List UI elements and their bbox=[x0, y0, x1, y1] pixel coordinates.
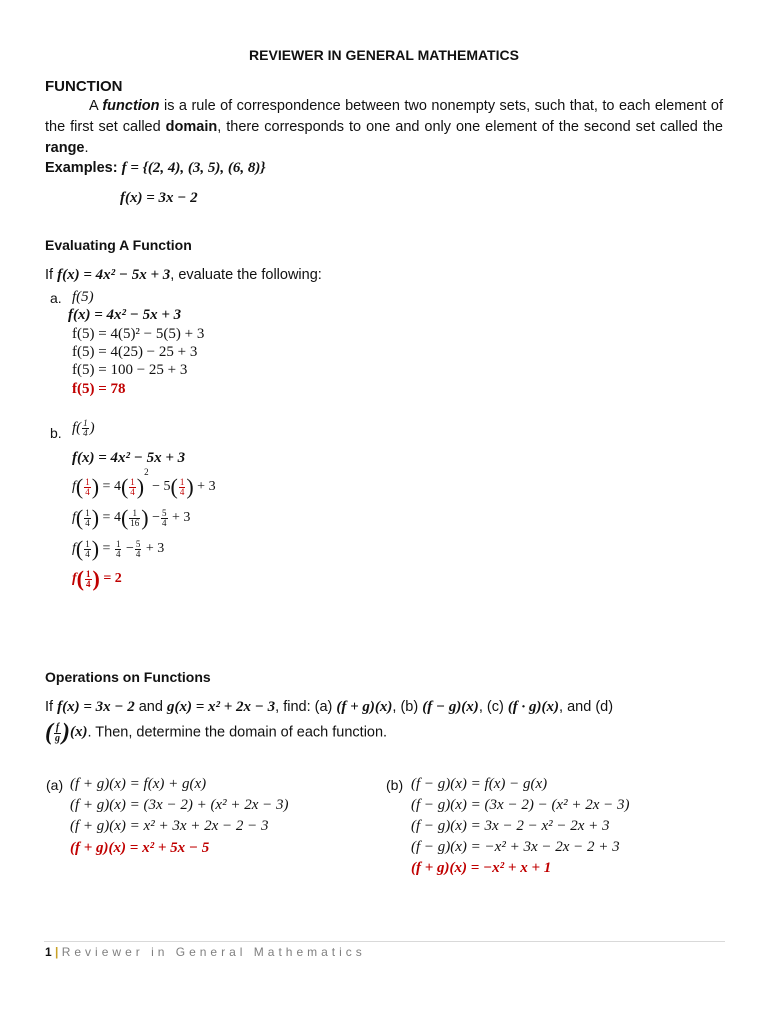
fraction-numerator: 1 bbox=[129, 509, 140, 519]
fraction-numerator: 1 bbox=[85, 507, 90, 518]
minus-sign: − bbox=[152, 510, 161, 526]
col-a-line: (f + g)(x) = (3x − 2) + (x² + 2x − 3) bbox=[70, 797, 289, 813]
function-symbol: f bbox=[72, 419, 77, 436]
equals-sign: = bbox=[102, 541, 111, 557]
fraction-numerator: 1 bbox=[86, 568, 91, 579]
definition-text: , there corresponds to one and only one element of the second set called the bbox=[217, 119, 723, 135]
function-definition-paragraph bbox=[45, 96, 723, 159]
footer-separator: | bbox=[51, 945, 62, 959]
examples-line bbox=[45, 159, 266, 177]
col-a-line: (f + g)(x) = f(x) + g(x) bbox=[70, 776, 207, 792]
fraction-one-sixteenth bbox=[129, 509, 140, 528]
fraction-numerator: 1 bbox=[130, 476, 135, 487]
section-heading-function: FUNCTION bbox=[45, 78, 123, 95]
intro-text: , (c) bbox=[478, 699, 508, 715]
term-domain: domain bbox=[165, 119, 218, 135]
col-b-line: (f − g)(x) = (3x − 2) − (x² + 2x − 3) bbox=[411, 797, 630, 813]
fraction-numerator: f bbox=[55, 721, 60, 733]
fraction-five-fourths bbox=[135, 540, 142, 559]
definition-text: A bbox=[89, 98, 103, 114]
fraction-one-fourth bbox=[85, 570, 92, 589]
footer-divider bbox=[44, 941, 725, 942]
col-b-line: (f − g)(x) = f(x) − g(x) bbox=[411, 776, 548, 792]
function-symbol: f bbox=[72, 541, 76, 557]
function-symbol: f bbox=[72, 571, 77, 587]
fraction-denominator: 4 bbox=[85, 486, 90, 497]
equals-sign: = bbox=[102, 510, 111, 526]
fraction-denominator: g bbox=[55, 732, 60, 744]
term: + 3 bbox=[145, 541, 165, 557]
part-b-step-simplify: f( $\frac{1}{4}$ ) = 4( $\frac{1}{16}$ ) − $\frac{5}{4}$ + 3 bbox=[72, 505, 191, 530]
coefficient: 4 bbox=[113, 510, 121, 526]
intro-text: , (b) bbox=[392, 699, 423, 715]
part-a-step: f(x) = 4x² − 5x + 3 bbox=[68, 307, 182, 323]
col-b-answer: (f + g)(x) = −x² + x + 1 bbox=[411, 860, 552, 876]
section-heading-operations: Operations on Functions bbox=[45, 669, 211, 685]
fraction-one-fourth bbox=[84, 540, 91, 559]
term-range: range bbox=[45, 140, 85, 156]
fraction-numerator: 5 bbox=[162, 507, 167, 518]
term: + 3 bbox=[172, 510, 191, 526]
fraction-denominator: 4 bbox=[85, 548, 90, 559]
definition-text: . bbox=[84, 140, 89, 156]
answer-value: = 2 bbox=[103, 571, 122, 587]
fraction-numerator: 1 bbox=[85, 476, 90, 487]
examples-label: Examples: bbox=[45, 160, 122, 176]
col-a-label: (a) bbox=[46, 777, 64, 793]
fraction-denominator: 4 bbox=[130, 486, 135, 497]
intro-text: If bbox=[45, 699, 58, 715]
fraction-denominator: 4 bbox=[115, 548, 121, 559]
example-formula: f(x) = 3x − 2 bbox=[120, 190, 198, 206]
document-title: REVIEWER IN GENERAL MATHEMATICS bbox=[249, 47, 519, 63]
fraction-denominator: 4 bbox=[86, 578, 91, 589]
fraction-denominator: 16 bbox=[130, 517, 140, 528]
example-set: f = {(2, 4), (3, 5), (6, 8)} bbox=[121, 160, 266, 176]
fraction-denominator: 4 bbox=[135, 548, 141, 559]
fraction-numerator: 1 bbox=[115, 538, 121, 549]
page-footer bbox=[45, 945, 366, 959]
fraction-denominator: 4 bbox=[85, 517, 90, 528]
operation-difference: (f − g)(x) bbox=[422, 699, 479, 715]
operations-intro-line2 bbox=[45, 722, 387, 744]
fraction-five-fourths bbox=[161, 509, 168, 528]
fraction-denominator: 4 bbox=[162, 517, 167, 528]
fraction-denominator: 4 bbox=[83, 428, 88, 438]
operations-intro-line1 bbox=[45, 699, 613, 716]
fraction-one-fourth bbox=[179, 478, 186, 497]
fraction-numerator: 1 bbox=[85, 538, 90, 549]
fraction-numerator: 1 bbox=[83, 418, 88, 428]
part-a-step: f(5) = 100 − 25 + 3 bbox=[72, 362, 188, 378]
function-g: g(x) = x² + 2x − 3 bbox=[166, 699, 276, 715]
quotient-argument: (x) bbox=[70, 724, 88, 741]
col-a-answer: (f + g)(x) = x² + 5x − 5 bbox=[70, 840, 210, 856]
term: − 5 bbox=[152, 479, 171, 495]
evaluating-intro bbox=[45, 267, 322, 284]
fraction-numerator: 5 bbox=[135, 538, 141, 549]
footer-text: Reviewer in General Mathematics bbox=[61, 945, 366, 959]
col-b-line: (f − g)(x) = −x² + 3x − 2x − 2 + 3 bbox=[411, 839, 620, 855]
fraction-denominator: 4 bbox=[179, 486, 185, 497]
coefficient: 4 bbox=[113, 479, 121, 495]
part-b-problem: f( $\frac{1}{4}$ ) bbox=[72, 418, 95, 438]
intro-text: . Then, determine the domain of each function. bbox=[87, 724, 388, 741]
fraction-f-over-g bbox=[54, 723, 61, 744]
col-b-line: (f − g)(x) = 3x − 2 − x² − 2x + 3 bbox=[411, 818, 610, 834]
operation-sum: (f + g)(x) bbox=[336, 699, 393, 715]
fraction-one-fourth bbox=[115, 540, 122, 559]
equals-sign: = bbox=[102, 479, 111, 495]
part-b-step-fractions: f( $\frac{1}{4}$ ) = $\frac{1}{4}$ − $\frac{5}{4}$ + 3 bbox=[72, 536, 165, 561]
function-symbol: f bbox=[72, 479, 76, 495]
fraction-one-fourth bbox=[84, 509, 91, 528]
minus-sign: − bbox=[125, 541, 134, 557]
fraction-one-fourth bbox=[84, 478, 91, 497]
intro-text: , and (d) bbox=[559, 699, 614, 715]
col-a-line: (f + g)(x) = x² + 3x + 2x − 2 − 3 bbox=[70, 818, 269, 834]
part-b-step-substitution: f( $\frac{1}{4}$ ) = 4( $\frac{1}{4}$ )$^2$ − 5( $\frac{1}{4}$ ) + 3 bbox=[72, 466, 216, 499]
part-a-label: a. bbox=[50, 290, 62, 306]
operation-product: (f · g)(x) bbox=[507, 699, 560, 715]
part-a-problem: f(5) bbox=[72, 289, 94, 305]
operation-quotient: ( $\frac{f}{g}$ )(x) bbox=[45, 720, 88, 746]
function-f: f(x) = 3x − 2 bbox=[57, 699, 135, 715]
fraction-one-fourth bbox=[82, 419, 89, 438]
intro-text: , find: (a) bbox=[275, 699, 337, 715]
page-number: 1 bbox=[45, 945, 52, 959]
part-b-label: b. bbox=[50, 425, 62, 441]
function-symbol: f bbox=[72, 510, 76, 526]
intro-text: If bbox=[45, 267, 58, 283]
fraction-one-fourth bbox=[129, 478, 136, 497]
definition-text: is a rule of correspondence between two nonempty sets, such that, to each element of the first set called bbox=[45, 98, 723, 135]
part-a-answer: f(5) = 78 bbox=[72, 381, 126, 397]
intro-text: and bbox=[134, 699, 167, 715]
col-b-label: (b) bbox=[386, 777, 404, 793]
part-a-step: f(5) = 4(5)² − 5(5) + 3 bbox=[72, 326, 205, 342]
term: + 3 bbox=[197, 479, 216, 495]
section-heading-evaluating: Evaluating A Function bbox=[45, 237, 192, 253]
term-function: function bbox=[102, 98, 160, 114]
part-b-step: f(x) = 4x² − 5x + 3 bbox=[72, 450, 186, 466]
part-b-answer: f( $\frac{1}{4}$ ) = 2 bbox=[72, 566, 122, 591]
part-a-step: f(5) = 4(25) − 25 + 3 bbox=[72, 344, 198, 360]
exponent: 2 bbox=[144, 466, 149, 477]
intro-text: , evaluate the following: bbox=[170, 267, 322, 283]
intro-function: f(x) = 4x² − 5x + 3 bbox=[57, 267, 171, 283]
fraction-numerator: 1 bbox=[179, 476, 185, 487]
